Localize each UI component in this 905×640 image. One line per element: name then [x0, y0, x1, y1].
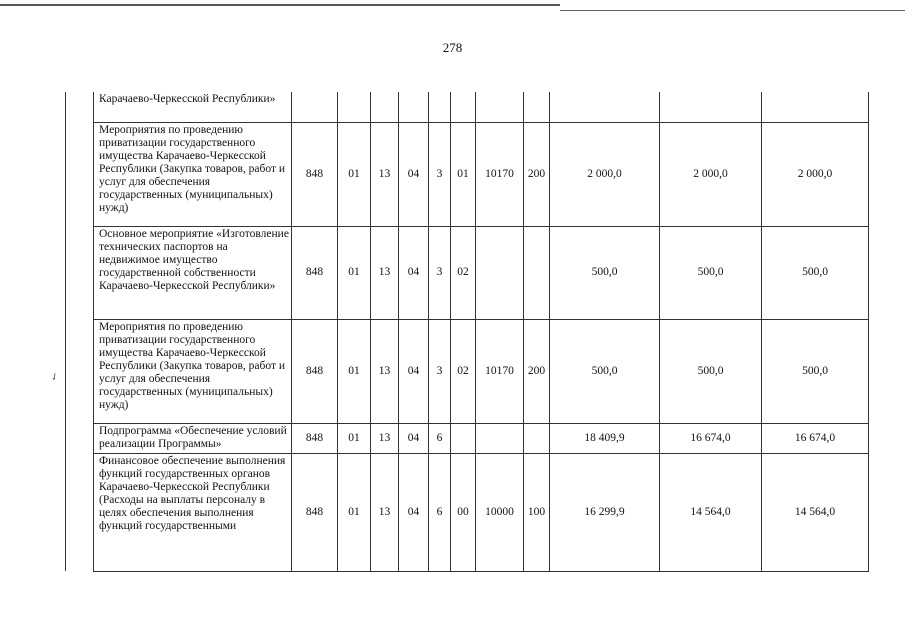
blank-cell: [66, 122, 94, 226]
table-cell: 500,0: [550, 319, 660, 423]
table-cell: 100: [524, 453, 550, 571]
table-cell: [476, 92, 524, 122]
table-cell: [451, 423, 476, 453]
table-cell: 13: [371, 122, 399, 226]
table-cell: 04: [399, 122, 429, 226]
table-cell: 848: [292, 226, 338, 319]
table-cell: 01: [338, 453, 371, 571]
table-cell: 01: [451, 122, 476, 226]
table-cell: 02: [451, 319, 476, 423]
table-cell: 16 674,0: [762, 423, 869, 453]
table-cell: 04: [399, 423, 429, 453]
table-cell: 10170: [476, 319, 524, 423]
table-cell: 13: [371, 226, 399, 319]
table-cell: 04: [399, 319, 429, 423]
table-cell: [762, 92, 869, 122]
table-cell: 01: [338, 319, 371, 423]
table-cell: [371, 92, 399, 122]
blank-cell: [66, 423, 94, 453]
table-cell: 500,0: [660, 226, 762, 319]
table-cell: [292, 92, 338, 122]
table-cell: 500,0: [762, 319, 869, 423]
table-cell: 848: [292, 453, 338, 571]
blank-cell: [66, 453, 94, 571]
table-cell: 3: [429, 122, 451, 226]
table-cell: 13: [371, 423, 399, 453]
blank-cell: [66, 92, 94, 122]
table-cell: 01: [338, 423, 371, 453]
table-cell: 01: [338, 226, 371, 319]
table-cell: 500,0: [660, 319, 762, 423]
table-cell: 16 674,0: [660, 423, 762, 453]
table-cell: 848: [292, 423, 338, 453]
table-cell: 500,0: [762, 226, 869, 319]
table-cell: [338, 92, 371, 122]
table-cell: [550, 92, 660, 122]
table-cell: 18 409,9: [550, 423, 660, 453]
row-name: Финансовое обеспечение выполнения функций государственных органов Карачаево-Черкесской Республики (Расходы на выплаты персоналу в целях обеспечения выполнения функций государственными: [94, 453, 292, 571]
table-cell: 2 000,0: [762, 122, 869, 226]
table-row: [66, 423, 869, 453]
table-row: [66, 319, 869, 423]
table-cell: 6: [429, 423, 451, 453]
blank-cell: [66, 319, 94, 423]
blank-cell: [66, 226, 94, 319]
row-name: Карачаево-Черкесской Республики»: [94, 92, 292, 122]
table-row: [66, 453, 869, 571]
table-cell: [524, 226, 550, 319]
table-cell: 10000: [476, 453, 524, 571]
table-cell: 500,0: [550, 226, 660, 319]
margin-mark: ✓: [48, 370, 62, 385]
table-cell: [429, 92, 451, 122]
table-cell: 13: [371, 453, 399, 571]
table-cell: 01: [338, 122, 371, 226]
row-name: Основное мероприятие «Изготовление технических паспортов на недвижимое имущество государственной собственности Карачаево-Черкесской Республики»: [94, 226, 292, 319]
table-cell: 13: [371, 319, 399, 423]
table-cell: [524, 92, 550, 122]
table-cell: [399, 92, 429, 122]
table-cell: 6: [429, 453, 451, 571]
table-row: [66, 226, 869, 319]
table-cell: 848: [292, 122, 338, 226]
top-rule-right: [560, 10, 905, 11]
table-cell: 3: [429, 226, 451, 319]
table-cell: 3: [429, 319, 451, 423]
table-cell: 00: [451, 453, 476, 571]
top-rule: [0, 4, 560, 6]
table-cell: [476, 423, 524, 453]
table-cell: 02: [451, 226, 476, 319]
row-name: Мероприятия по проведению приватизации государственного имущества Карачаево-Черкесской Республики (Закупка товаров, работ и услуг для обеспечения государственных (муниципальных) нужд): [94, 122, 292, 226]
table-row: [66, 122, 869, 226]
row-name: Мероприятия по проведению приватизации государственного имущества Карачаево-Черкесской Республики (Закупка товаров, работ и услуг для обеспечения государственных (муниципальных) нужд): [94, 319, 292, 423]
table-cell: 14 564,0: [660, 453, 762, 571]
table-row: [66, 92, 869, 122]
table-cell: 2 000,0: [550, 122, 660, 226]
table-cell: 04: [399, 226, 429, 319]
table-cell: [660, 92, 762, 122]
table-cell: 10170: [476, 122, 524, 226]
table-cell: 16 299,9: [550, 453, 660, 571]
table-cell: 2 000,0: [660, 122, 762, 226]
table-cell: 200: [524, 122, 550, 226]
row-name: Подпрограмма «Обеспечение условий реализации Программы»: [94, 423, 292, 453]
table-cell: [524, 423, 550, 453]
table-cell: 848: [292, 319, 338, 423]
table-cell: 14 564,0: [762, 453, 869, 571]
table-cell: [451, 92, 476, 122]
table-cell: 04: [399, 453, 429, 571]
page-number: 278: [442, 40, 463, 55]
table-cell: 200: [524, 319, 550, 423]
budget-table: [65, 92, 869, 572]
table-cell: [476, 226, 524, 319]
